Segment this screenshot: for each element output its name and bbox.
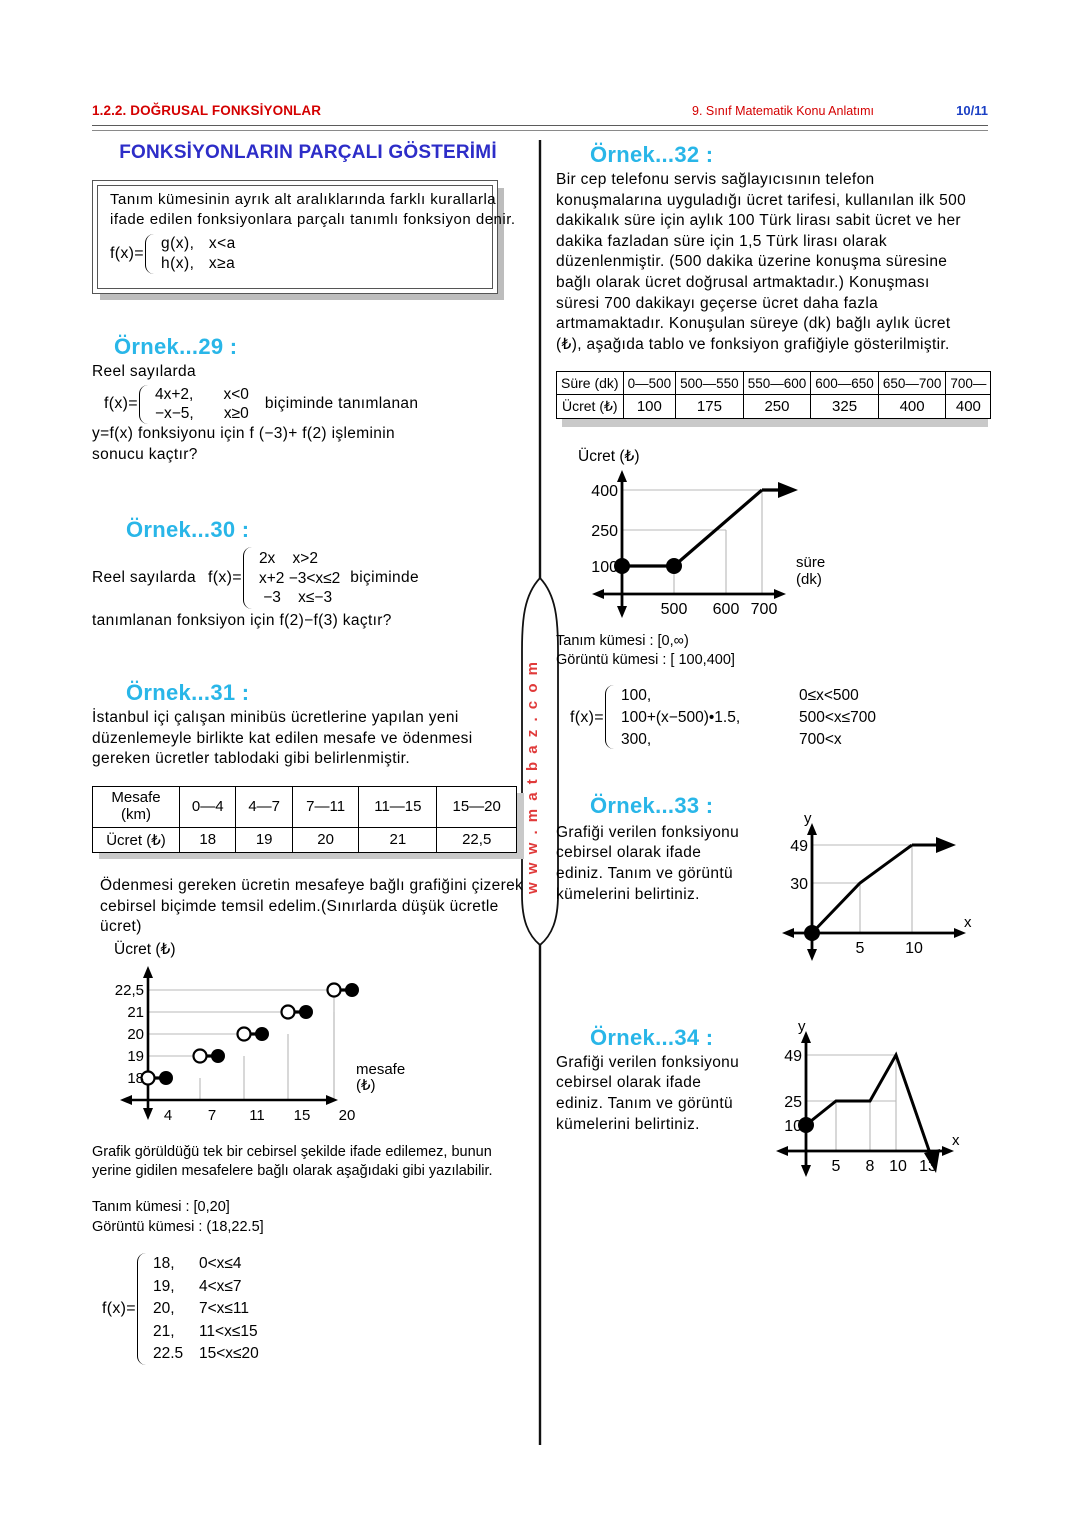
- table-row: [93, 827, 517, 852]
- example-31-rule: 21,: [152, 1322, 175, 1340]
- tariff-table-cell: 325: [811, 395, 879, 419]
- example-29-line3: sonucu kaçtır?: [92, 445, 198, 463]
- example-32-paragraph: Bir cep telefonu servis sağlayıcısının telefon konuşmalarına uyguladığı ücret tarifesi, kullanılan ilk 500 dakikalık süre için aylık 100 Türk lirası sabit ücret ve her dakika fazladan süre için 1,5 Türk lirası olarak düzenlenmiştir. (500 dakika üzerine konuşma süresine bağlı olarak ücret doğrusal artmaktadır.) Konuşması süresi 700 dakikayı geçerse ücret daha fazla artmamaktadır. Konuşulan süreye (dk) bağlı aylık ücret (₺), aşağıda tablo ve fonksiyon grafiğiyle gösterilmiştir.: [556, 171, 967, 353]
- example-32-title: Örnek...32 :: [590, 142, 714, 167]
- example-32-range: Görüntü kümesi : [ 100,400]: [556, 652, 735, 669]
- example-31-paragraph: İstanbul içi çalışan minibüs ücretlerine yapılan yeni düzenlemeyle birlikte kat edilen mesafe ve ödenmesi gereken ücretler tablodaki gibi belirlenmiştir.: [92, 709, 473, 768]
- fare-table-row-header: Mesafe (km): [93, 786, 180, 827]
- ornek33-xtick: 10: [905, 939, 923, 957]
- table-row: [557, 395, 991, 419]
- example-30-cond: x≤−3: [298, 589, 333, 607]
- tariff-table-cell: 0—500: [623, 372, 676, 395]
- example-30-line2: tanımlanan fonksiyon için f(2)−f(3) kaçtır?: [92, 612, 392, 630]
- brace-icon: [137, 1253, 150, 1365]
- ornek33-ylabel: y: [804, 810, 812, 827]
- fare-table: [92, 786, 517, 853]
- tariff-table-cell: 500—550: [676, 372, 744, 395]
- example-33-title: Örnek...33 :: [590, 792, 714, 818]
- tariff-table-cell: 400: [946, 395, 991, 419]
- table-row: [93, 786, 517, 827]
- definition-rule: h(x),: [160, 254, 195, 272]
- example-32-domain: Tanım kümesi : [0,∞): [556, 632, 689, 649]
- example-31: [92, 680, 524, 1365]
- example-31-fx-label: f(x)=: [102, 1300, 136, 1318]
- fare-table-cell: 4—7: [236, 786, 292, 827]
- tarife-chart-ylabel: Ücret (₺): [578, 448, 640, 466]
- tariff-table: [556, 371, 991, 419]
- example-32-cond: 0≤x<500: [798, 686, 859, 704]
- tariff-table-cell: 550—600: [743, 372, 811, 395]
- tariff-table-row-header: Süre (dk): [557, 372, 624, 395]
- example-29-cond: x≥0: [223, 405, 249, 423]
- example-30-rule: 2x: [258, 549, 276, 567]
- ornek34-xtick: 5: [831, 1157, 841, 1175]
- table-row: [557, 372, 991, 395]
- fare-table-cell: 7—11: [292, 786, 358, 827]
- definition-row: [161, 235, 236, 252]
- example-30-rule: −3: [263, 589, 281, 607]
- fare-table-cell: 11—15: [359, 786, 437, 827]
- example-29-formula: [104, 385, 524, 425]
- example-30-title: Örnek...30 :: [126, 517, 250, 543]
- example-32-fx-label: f(x)=: [570, 708, 604, 726]
- header-rule-bottom: [92, 130, 988, 131]
- example-34-title: Örnek...34 :: [590, 1024, 714, 1050]
- tarife-xtick: 600: [712, 600, 740, 618]
- fare-table-cell: 19: [236, 827, 292, 852]
- example-31-cond: 4<x≤7: [198, 1277, 242, 1295]
- ornek34-xlabel: x: [952, 1131, 960, 1149]
- example-32-cond: 700<x: [798, 730, 842, 748]
- tariff-table-wrap: [556, 371, 988, 433]
- header-section-title: 1.2.2. DOĞRUSAL FONKSİYONLAR: [92, 103, 322, 118]
- example-33-paragraph: Grafiği verilen fonksiyonu cebirsel olarak ifade ediniz. Tanım ve görüntü kümelerini belirtiniz.: [556, 823, 740, 903]
- ornek33-chart-svg: [760, 811, 982, 971]
- tarife-xtick: 500: [660, 600, 688, 618]
- definition-row: [161, 255, 235, 272]
- definition-piecewise: [110, 234, 236, 274]
- minibus-step-chart-svg: [102, 960, 432, 1125]
- example-30-lead: Reel sayılarda: [92, 569, 196, 587]
- ornek34-ylabel: y: [798, 1017, 806, 1035]
- minibus-ytick: 19: [127, 1047, 144, 1065]
- ornek34-ytick: 25: [784, 1093, 802, 1111]
- fare-table-cell: 0—4: [180, 786, 236, 827]
- right-column: [556, 142, 988, 1187]
- example-31-rule: 19,: [152, 1277, 175, 1295]
- ornek33-xtick: 5: [855, 939, 865, 957]
- example-32-rows: [621, 685, 876, 751]
- definition-content: [110, 190, 516, 274]
- example-29-fx-label: f(x)=: [104, 395, 138, 413]
- fare-table-cell: 18: [180, 827, 236, 852]
- example-31-cond: 15<x≤20: [198, 1345, 259, 1363]
- example-31-paragraph3: Grafik görüldüğü tek bir cebirsel şekilde ifade edilemez, bunun yerine gidilen mesafelere bağlı olarak aşağıdaki gibi yazılabilir.: [92, 1143, 493, 1180]
- example-31-cond: 11<x≤15: [198, 1322, 258, 1340]
- example-31-rule: 22.5: [152, 1345, 184, 1363]
- example-29-rows: [155, 385, 249, 425]
- fare-table-row-header: Ücret (₺): [93, 827, 180, 852]
- fare-table-cell: 20: [292, 827, 358, 852]
- example-31-range: Görüntü kümesi : (18,22.5]: [92, 1218, 264, 1235]
- minibus-xtick: 4: [163, 1106, 173, 1124]
- definition-rule: g(x),: [160, 234, 195, 252]
- definition-cond: x≥a: [208, 254, 236, 272]
- tarife-chart: [566, 447, 988, 617]
- example-32-rule: 100+(x−500)•1.5,: [620, 708, 741, 726]
- ornek34-ytick: 49: [784, 1047, 802, 1065]
- example-32-rule: 300,: [620, 730, 652, 748]
- example-30-tail: biçiminde: [350, 569, 419, 587]
- example-31-piecewise: [102, 1253, 259, 1365]
- ornek34-xtick: 8: [865, 1157, 875, 1175]
- page-header: [92, 103, 988, 137]
- section-title: FONKSİYONLARIN PARÇALI GÖSTERİMİ: [119, 142, 497, 163]
- example-32-cond: 500<x≤700: [798, 708, 876, 726]
- tarife-ytick: 400: [591, 482, 618, 500]
- tariff-table-cell: 650—700: [878, 372, 946, 395]
- fare-table-cell: 15—20: [437, 786, 517, 827]
- example-31-cond: 0<x≤4: [198, 1255, 242, 1273]
- example-29-rule: 4x+2,: [154, 385, 194, 403]
- minibus-xtick: 7: [207, 1106, 217, 1124]
- minibus-ytick: 21: [127, 1003, 144, 1021]
- example-29-cond: x<0: [223, 385, 249, 403]
- minibus-xtick: 15: [293, 1106, 311, 1124]
- minibus-ytick: 18: [127, 1069, 144, 1087]
- tariff-table-cell: 250: [743, 395, 811, 419]
- header-rule-top: [92, 125, 988, 126]
- example-34: [556, 1017, 988, 1187]
- tarife-xtick: 700: [750, 600, 778, 618]
- tarife-chart-svg: [566, 468, 886, 618]
- tariff-table-cell: 100: [623, 395, 676, 419]
- ornek33-ytick: 49: [790, 837, 808, 855]
- minibus-chart-ylabel: Ücret (₺): [114, 940, 176, 958]
- example-30-cond: −3<x≤2: [288, 569, 341, 587]
- minibus-xtick: 11: [249, 1106, 265, 1124]
- ornek34-chart-svg: [760, 1017, 982, 1187]
- brace-icon: [139, 385, 152, 425]
- example-31-paragraph2: Ödenmesi gereken ücretin mesafeye bağlı grafiğini çizerek cebirsel biçimde temsil edelim.(Sınırlarda düşük ücretle ücret): [100, 876, 524, 936]
- definition-fx-label: f(x)=: [110, 245, 144, 263]
- fare-table-cell: 22,5: [437, 827, 517, 852]
- example-32-piecewise: [570, 685, 876, 751]
- example-30-rows: [259, 549, 340, 608]
- example-33: [556, 793, 988, 971]
- example-29-tail: biçiminde tanımlanan: [264, 395, 419, 413]
- definition-text: Tanım kümesinin ayrık alt aralıklarında farklı kurallarla ifade edilen fonksiyonlara parçalı tanımlı fonksiyon denir.: [110, 191, 516, 228]
- tariff-table-cell: 700—: [946, 372, 991, 395]
- example-30-rule: x+2: [258, 569, 285, 587]
- example-32-rule: 100,: [620, 686, 652, 704]
- ornek33-xlabel: x: [964, 913, 972, 931]
- fare-table-cell: 21: [359, 827, 437, 852]
- minibus-xtick: 20: [338, 1106, 356, 1124]
- example-29-line2: y=f(x) fonksiyonu için f (−3)+ f(2) işleminin: [92, 425, 396, 443]
- example-30: [92, 517, 524, 632]
- header-subject: 9. Sınıf Matematik Konu Anlatımı: [692, 104, 875, 118]
- example-29: [92, 334, 524, 465]
- example-30-fx-label: f(x)=: [207, 569, 242, 587]
- fare-table-wrap: [92, 786, 524, 862]
- example-31-title: Örnek...31 :: [126, 680, 250, 706]
- brace-icon: [605, 685, 618, 749]
- tarife-ytick: 250: [591, 522, 618, 540]
- example-31-rule: 18,: [152, 1255, 175, 1273]
- example-31-domain: Tanım kümesi : [0,20]: [92, 1199, 230, 1216]
- header-page-number: 10/11: [956, 103, 988, 118]
- example-31-cond: 7<x≤11: [198, 1300, 249, 1318]
- tarife-chart-xlabel: süre (dk): [796, 554, 826, 588]
- brace-icon: [243, 547, 256, 609]
- definition-rows: [161, 234, 236, 274]
- example-29-rule: −x−5,: [154, 405, 194, 423]
- example-31-rows: [153, 1253, 259, 1365]
- example-30-formula: [92, 547, 524, 609]
- definition-box: [92, 180, 524, 306]
- tariff-table-cell: 400: [878, 395, 946, 419]
- tariff-table-row-header: Ücret (₺): [557, 395, 624, 419]
- watermark-text: w w w . m a t b a z . c o m: [524, 660, 541, 895]
- example-30-cond: x>2: [292, 549, 318, 567]
- tarife-ytick: 100: [591, 558, 618, 576]
- brace-icon: [145, 234, 158, 274]
- minibus-ytick: 22,5: [114, 981, 144, 999]
- example-29-title: Örnek...29 :: [114, 334, 238, 359]
- definition-cond: x<a: [208, 234, 236, 252]
- minibus-step-chart: [102, 940, 524, 1125]
- ornek34-xtick: 10: [889, 1157, 907, 1175]
- example-31-rule: 20,: [152, 1300, 175, 1318]
- ornek34-ytick: 10: [784, 1117, 802, 1135]
- ornek33-ytick: 30: [790, 875, 808, 893]
- minibus-ytick: 20: [127, 1025, 144, 1043]
- example-29-line1: Reel sayılarda: [92, 363, 196, 380]
- example-32: [556, 142, 988, 751]
- ornek34-xtick: 13: [919, 1157, 937, 1175]
- tariff-table-cell: 175: [676, 395, 744, 419]
- example-34-paragraph: Grafiği verilen fonksiyonu cebirsel olarak ifade ediniz. Tanım ve görüntü kümelerini belirtiniz.: [556, 1053, 740, 1133]
- tariff-table-cell: 600—650: [811, 372, 879, 395]
- minibus-chart-xlabel: mesafe (₺): [356, 1060, 406, 1095]
- left-column: [92, 142, 524, 1365]
